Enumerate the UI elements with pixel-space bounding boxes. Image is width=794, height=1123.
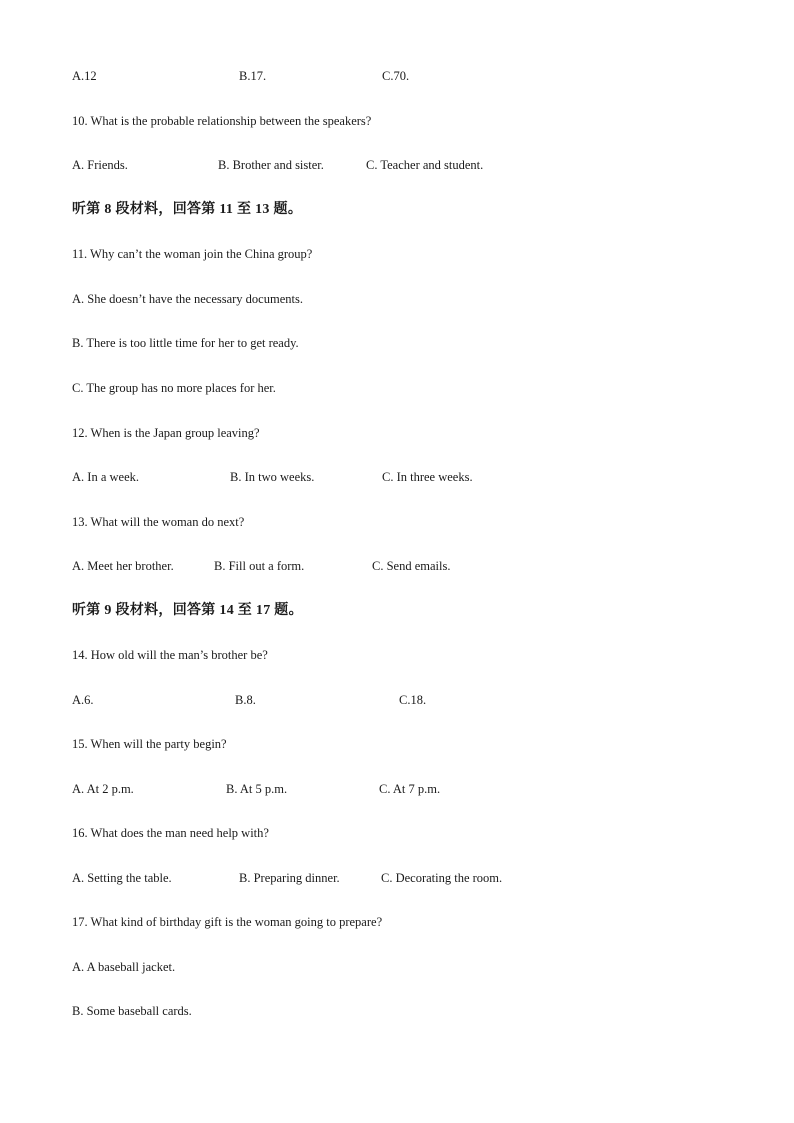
q15-option-c: C. At 7 p.m. bbox=[379, 782, 441, 796]
q10-question: 10. What is the probable relationship between the speakers? bbox=[72, 114, 372, 128]
q14-option-a: A.6. bbox=[72, 693, 94, 707]
q13-option-a: A. Meet her brother. bbox=[72, 559, 174, 573]
q11-question: 11. Why can’t the woman join the China group? bbox=[72, 247, 313, 261]
q10-option-a: A. Friends. bbox=[72, 158, 128, 172]
q14-question: 14. How old will the man’s brother be? bbox=[72, 648, 268, 662]
q16-option-a: A. Setting the table. bbox=[72, 871, 172, 885]
section-8-heading: 听第 8 段材料，回答第 11 至 13 题。 bbox=[72, 202, 303, 217]
q17-question: 17. What kind of birthday gift is the woman going to prepare? bbox=[72, 915, 383, 929]
q15-option-a: A. At 2 p.m. bbox=[72, 782, 134, 796]
q16-question: 16. What does the man need help with? bbox=[72, 826, 269, 840]
q11-option-a: A. She doesn’t have the necessary documents. bbox=[72, 292, 303, 306]
q13-option-b: B. Fill out a form. bbox=[214, 559, 305, 573]
q9-option-c: C.70. bbox=[382, 69, 410, 83]
q16-option-c: C. Decorating the room. bbox=[381, 871, 503, 885]
q12-question: 12. When is the Japan group leaving? bbox=[72, 426, 260, 440]
q16-option-b: B. Preparing dinner. bbox=[239, 871, 340, 885]
q17-option-b: B. Some baseball cards. bbox=[72, 1004, 192, 1018]
q13-option-c: C. Send emails. bbox=[372, 559, 451, 573]
q15-option-b: B. At 5 p.m. bbox=[226, 782, 288, 796]
q9-option-a: A.12 bbox=[72, 69, 97, 83]
q11-option-c: C. The group has no more places for her. bbox=[72, 381, 276, 395]
q14-option-b: B.8. bbox=[235, 693, 256, 707]
q12-option-b: B. In two weeks. bbox=[230, 470, 315, 484]
q11-option-b: B. There is too little time for her to get ready. bbox=[72, 336, 299, 350]
q17-option-a: A. A baseball jacket. bbox=[72, 960, 176, 974]
q13-question: 13. What will the woman do next? bbox=[72, 515, 245, 529]
q15-question: 15. When will the party begin? bbox=[72, 737, 227, 751]
section-9-heading: 听第 9 段材料，回答第 14 至 17 题。 bbox=[72, 603, 303, 618]
q12-option-a: A. In a week. bbox=[72, 470, 139, 484]
q9-option-b: B.17. bbox=[239, 69, 267, 83]
q10-option-c: C. Teacher and student. bbox=[366, 158, 484, 172]
q12-option-c: C. In three weeks. bbox=[382, 470, 473, 484]
q14-option-c: C.18. bbox=[399, 693, 427, 707]
q10-option-b: B. Brother and sister. bbox=[218, 158, 324, 172]
